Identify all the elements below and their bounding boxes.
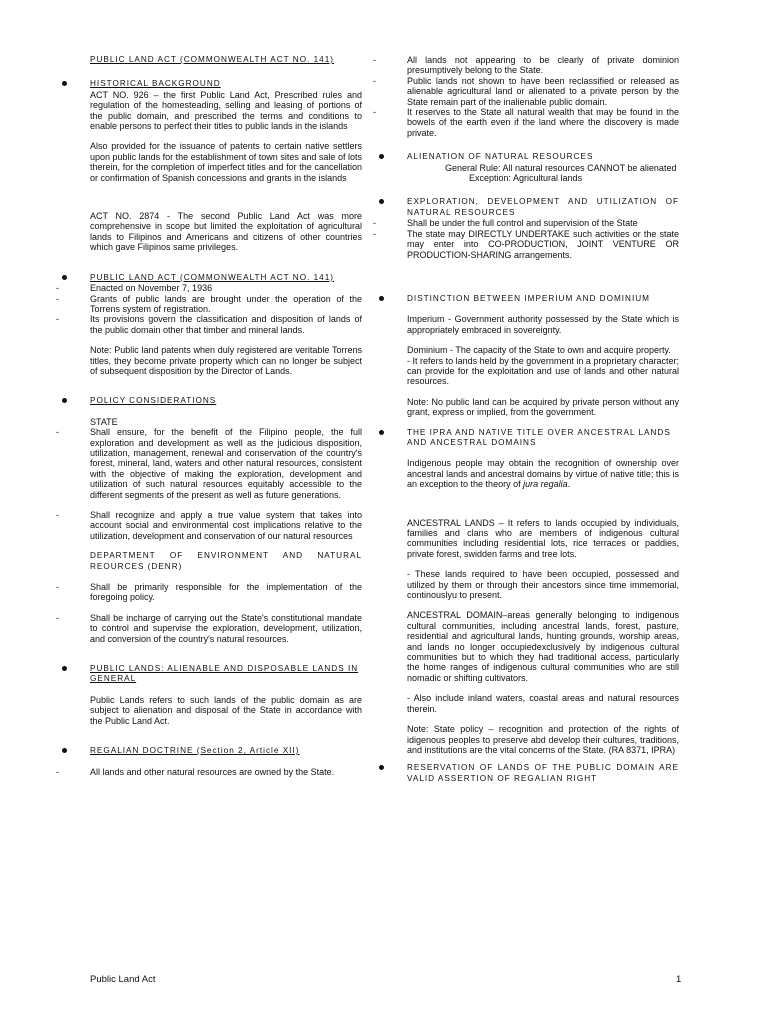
jura-regalia-text: jura regalia bbox=[523, 479, 568, 490]
regalian-item: - Public lands not shown to have been reclassified or released as alienable agricultural land or alienated to a private person by the State remain part of the inalienable public domain. bbox=[397, 76, 679, 107]
historical-background-heading: HISTORICAL BACKGROUND bbox=[80, 79, 362, 89]
exploration-item: - The state may DIRECTLY UNDERTAKE such activities or the state may enter into CO-PRODUCTION, JOINT VENTURE OR PRODUCTION-SHARING arrangements. bbox=[397, 229, 679, 260]
note-patents: Note: Public land patents when duly registered are veritable Torrens titles, they become private property which can no longer be subject of subsequent disposition by the Director of Lands. bbox=[90, 345, 362, 376]
left-column bbox=[80, 55, 362, 777]
state-item: - Shall ensure, for the benefit of the Filipino people, the full exploration and development as well as the judicious disposition, utilization, management, renewal and conservation of the country's forest, mineral, land, waters and other natural resources, consistent with the objective of making the exploration, development and utilization of such natural resources equitably accessible to the different segments of the present as well as future generations. bbox=[80, 427, 362, 500]
note-no-public-land: Note: No public land can be acquired by private person without any grant, express or implied, from the government. bbox=[407, 396, 679, 418]
page-number: 1 bbox=[676, 974, 682, 985]
ca141-item: - Its provisions govern the classification and disposition of lands of the public domain other that timber and mineral lands. bbox=[80, 314, 362, 335]
note-state-policy: Note: State policy – recognition and protection of the rights of idigenous peoples to preserve abd develop their cultures, traditions, and institutions are the vital concerns of the State. (RA 8371, IPRA) bbox=[407, 724, 679, 755]
ipra-text: Indigenous people may obtain the recognition of ownership over ancestral lands and ancestral domains by virtue of native title; this is an exception to the theory of bbox=[407, 458, 679, 490]
ca141-heading: PUBLIC LAND ACT (COMMONWEALTH ACT NO. 141) bbox=[80, 273, 362, 283]
alienation-heading: ALIENATION OF NATURAL RESOURCES bbox=[397, 152, 679, 162]
dominium-paragraph: Dominium - The capacity of the State to own and acquire property. bbox=[407, 345, 671, 356]
state-item: - Shall recognize and apply a true value system that takes into account social and environmental cost implications relative to the utilization, development and conservation of our natural resources bbox=[80, 510, 362, 541]
ancestral-lands-sub: - These lands required to have been occupied, possessed and utilized by them or through their ancestors since time immemorial, continouslyu to present. bbox=[407, 569, 679, 601]
regalian-item: - All lands not appearing to be clearly of private dominion presumptively belong to the State. bbox=[397, 55, 679, 76]
general-rule-text: General Rule: All natural resources CANNOT be alienated bbox=[445, 162, 677, 173]
distinction-heading: DISTINCTION BETWEEN IMPERIUM AND DOMINIUM bbox=[397, 294, 679, 304]
public-lands-paragraph: Public Lands refers to such lands of the public domain as are subject to alienation and disposal of the State in accordance with the Public Land Act. bbox=[90, 694, 362, 726]
regalian-item: - All lands and other natural resources are owned by the State. bbox=[80, 767, 362, 777]
act-2874-paragraph: ACT NO. 2874 - The second Public Land Act was more comprehensive in scope but limited the exploitation of agricultural lands to Filipinos and Americans and citizens of other countries which gave Filipinos same privileges. bbox=[90, 211, 362, 253]
general-rule bbox=[397, 163, 679, 173]
exception-text: Exception: Agricultural lands bbox=[469, 173, 583, 184]
denr-item: - Shall be primarily responsible for the implementation of the foregoing policy. bbox=[80, 582, 362, 603]
imperium-paragraph: Imperium - Government authority possessed by the State which is appropriately embraced in sovereignty. bbox=[407, 314, 679, 335]
public-lands-heading: PUBLIC LANDS: ALIENABLE AND DISPOSABLE LANDS IN GENERAL bbox=[80, 664, 362, 685]
right-column bbox=[397, 55, 679, 784]
also-provided-paragraph: Also provided for the issuance of patents to certain native settlers upon public lands for the establishment of town sites and sale of lots therein, for the completion of imperfect titles and for the cancellation or confirmation of Spanish concessions and grants in the islands bbox=[90, 141, 362, 183]
ipra-text-end: . bbox=[567, 479, 571, 490]
exploration-item: - Shall be under the full control and supervision of the State bbox=[397, 218, 679, 228]
ancestral-domain-paragraph: ANCESTRAL DOMAIN–areas generally belonging to indigenous cultural communities, including ancestral lands, forest, pasture, residential and agricultural lands, hunting grounds, worship areas, and lands no longer occupiedexclusively by indigenous cultural communities but to which they had traditional access, particularly the home ranges of indigenous cultural communities who are still nomadic or shifting cultivators. bbox=[407, 610, 679, 683]
regalian-doctrine-heading: REGALIAN DOCTRINE (Section 2, Article XII) bbox=[80, 746, 362, 756]
ipra-paragraph bbox=[397, 458, 679, 489]
state-label: STATE bbox=[90, 416, 118, 427]
act-926-paragraph: ACT NO. 926 – the first Public Land Act, Prescribed rules and regulation of the homesteading, selling and leasing of portions of the public domain, and prescribed the terms and conditions to enable persons to perfect their titles to public lands in the islands bbox=[90, 89, 362, 132]
policy-considerations-heading: POLICY CONSIDERATIONS bbox=[80, 396, 362, 406]
reservation-heading: RESERVATION OF LANDS OF THE PUBLIC DOMAIN ARE VALID ASSERTION OF REGALIAN RIGHT bbox=[397, 763, 679, 784]
ancestral-domain-sub: - Also include inland waters, coastal areas and natural resources therein. bbox=[407, 693, 679, 714]
exploration-heading: EXPLORATION, DEVELOPMENT AND UTILIZATION OF NATURAL RESOURCES bbox=[397, 197, 679, 218]
ipra-heading: THE IPRA AND NATIVE TITLE OVER ANCESTRAL LANDS AND ANCESTRAL DOMAINS bbox=[397, 428, 679, 449]
regalian-item: - It reserves to the State all natural wealth that may be found in the bowels of the earth even if the land where the discovery is made private. bbox=[397, 107, 679, 138]
denr-heading: DEPARTMENT OF ENVIRONMENT AND NATURAL REOURCES (DENR) bbox=[90, 551, 362, 571]
denr-item: - Shall be incharge of carrying out the State's constitutional mandate to control and supervise the exploration, development, utilization, and conversion of the country's natural resources. bbox=[80, 613, 362, 644]
ca141-item: - Grants of public lands are brought under the operation of the Torrens system of registration. bbox=[80, 294, 362, 315]
dominium-sub-paragraph: - It refers to lands held by the government in a proprietary character; can provide for the exploitation and use of lands and other natural resources. bbox=[407, 355, 679, 387]
ca141-item: - Enacted on November 7, 1936 bbox=[80, 283, 362, 293]
footer-label: Public Land Act bbox=[90, 974, 156, 985]
section-title-ca141: PUBLIC LAND ACT (COMMONWEALTH ACT NO. 141) bbox=[90, 55, 334, 64]
ancestral-lands-paragraph: ANCESTRAL LANDS – It refers to lands occupied by individuals, families and clans who are members of indigenous cultural communities including residential lots, rice terraces or paddies, private forest, swidden farms and tree lots. bbox=[407, 517, 679, 559]
